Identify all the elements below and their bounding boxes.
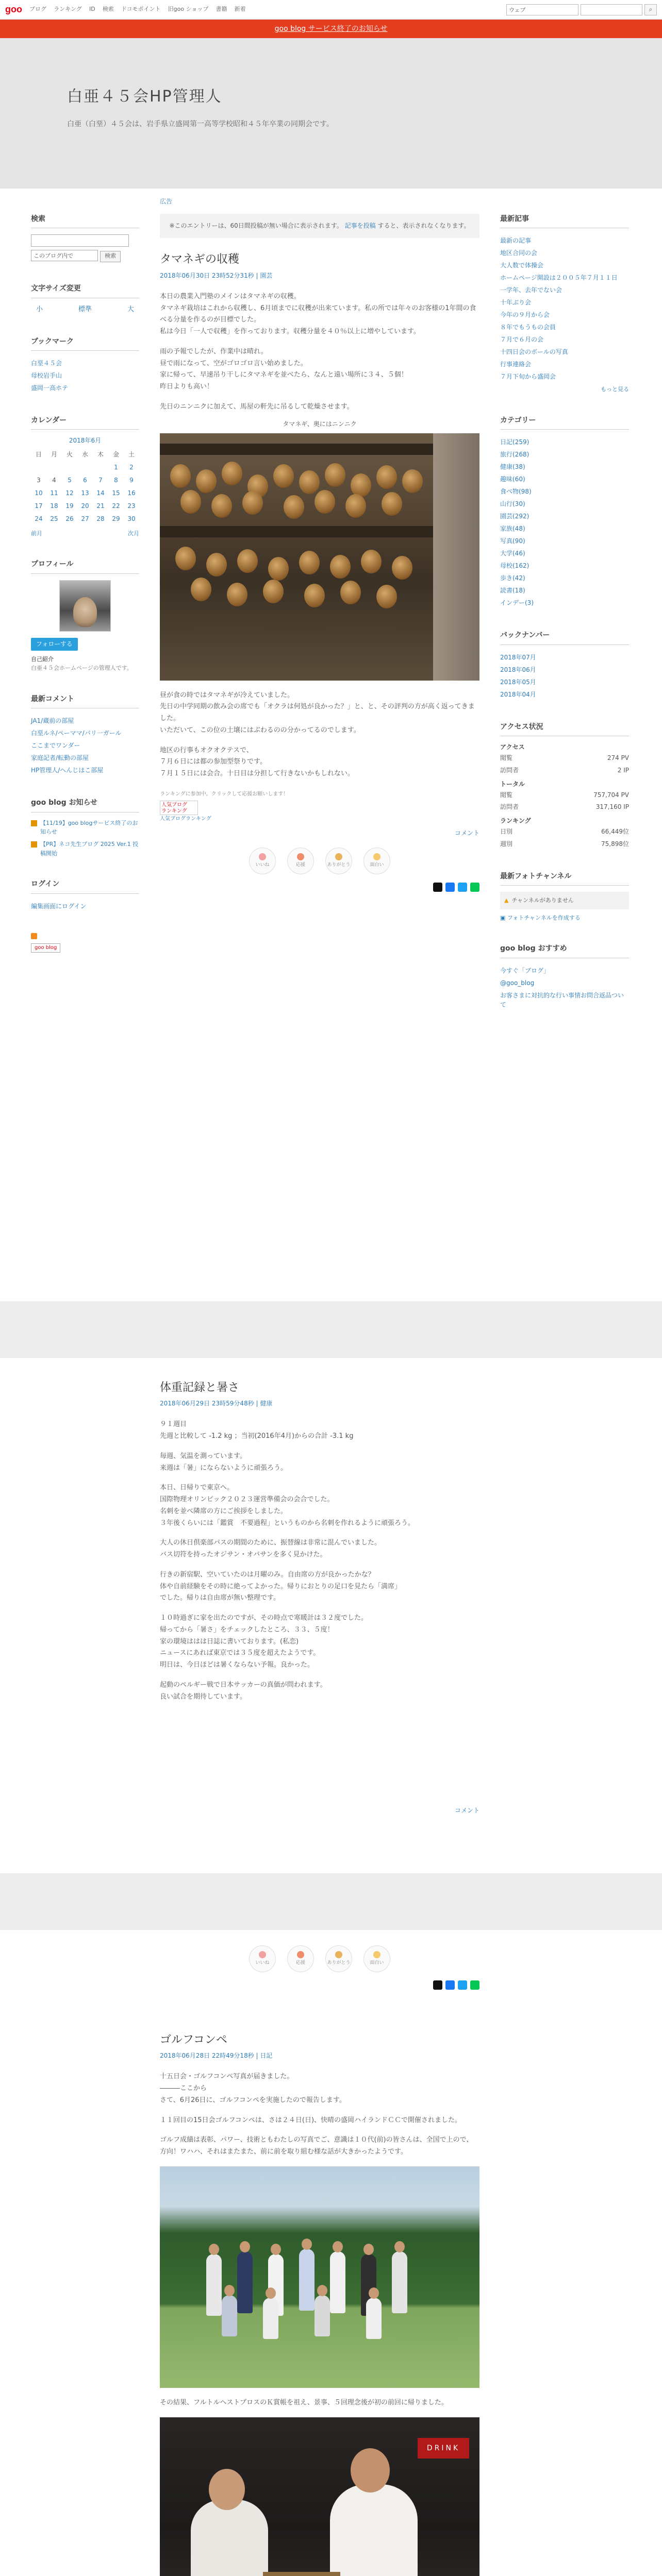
post-line: 十五日会・ゴルフコンペ写真が届きました。 [160, 2073, 294, 2081]
calendar-day[interactable]: 28 [96, 515, 105, 523]
recent-post-link[interactable]: 行事連絡会 [500, 361, 532, 368]
rss-icon[interactable] [31, 933, 37, 939]
post-line: 明日は、今日ほどは暑くならない予報。良かった。 [160, 1661, 315, 1669]
post-line: その結果、フルトルヘストプロスのＫ賞帳を祖え、景事、５回理念後が初の前回に帰りました。 [160, 2398, 448, 2406]
calendar-day[interactable]: 12 [65, 489, 74, 497]
post-line: 家の環境ははは日誌に書いております。(私恋) [160, 1637, 299, 1646]
blog-post [160, 1930, 479, 2576]
calendar-day [77, 461, 93, 474]
content-band [0, 189, 662, 1301]
calendar-day [62, 461, 77, 474]
post-date[interactable]: 2018年06月30日 23時52分31秒 | 園芸 [160, 272, 273, 279]
category-link[interactable]: 母校(162) [500, 562, 529, 570]
calendar-day [93, 461, 108, 474]
global-nav [29, 4, 251, 15]
smile-icon [373, 853, 380, 860]
category-link[interactable]: 健康(38) [500, 463, 525, 471]
calendar-day[interactable]: 16 [127, 489, 136, 497]
login-widget [31, 878, 139, 952]
category-link[interactable]: 食べ物(98) [500, 488, 532, 496]
flag-icon [297, 1951, 304, 1958]
calendar-day: 3 [37, 476, 41, 484]
old-post-notice: ※このエントリーは、60日間投稿が無い場合に表示されます。 記事を投稿 すると、表示されなくなります。 [160, 214, 479, 238]
post-title[interactable]: 体重記録と暑さ [160, 1381, 240, 1394]
calendar-weekday: 木 [97, 450, 104, 458]
post-line: 本日、日帰りで東京へ。 [160, 1484, 234, 1492]
calendar-day [46, 461, 62, 474]
recent-post-link[interactable]: 地区合同の会 [500, 249, 538, 257]
facebook-share-icon[interactable] [445, 883, 455, 892]
widget-title: アクセス状況 [500, 721, 629, 736]
calendar-table [31, 448, 139, 526]
news-link[interactable]: 【PR】ネコ先生ブログ 2025 Ver.1 投稿開始 [40, 841, 139, 857]
widget-title: バックナンバー [500, 630, 629, 645]
post-line: １０時過ぎに家を出たのですが、その時点で寒暖計は３２度でした。 [160, 1614, 368, 1622]
calendar-weekday: 水 [81, 450, 88, 458]
post-line: 起動のペルギー戦で日本サッカーの真価が問われます。 [160, 1681, 327, 1689]
calendar-day[interactable]: 6 [83, 476, 87, 484]
calendar-day[interactable]: 30 [127, 515, 136, 523]
comment-link[interactable]: ここまでワンダー [31, 742, 80, 750]
global-nav-item[interactable]: ID [89, 6, 95, 13]
post-line: ９１週目 [160, 1420, 187, 1429]
recommend-link[interactable]: お客さまに対抗的な行い事情お問合返品ついて [500, 991, 624, 1008]
category-link[interactable]: 山行(30) [500, 500, 525, 508]
recent-post-link[interactable]: 十年ぶり会 [500, 299, 532, 307]
calendar-day[interactable]: 21 [96, 502, 105, 510]
post-date[interactable]: 2018年06月28日 22時49分18秒 | 日記 [160, 2052, 273, 2060]
comment-link[interactable]: JA1/蔵前の部屋 [31, 717, 74, 725]
global-nav-item[interactable]: ブログ [29, 6, 46, 13]
fontsize-medium-button[interactable]: 標準 [78, 305, 92, 313]
main-content [160, 189, 479, 1301]
calendar-day[interactable]: 19 [65, 502, 74, 510]
heart-icon [259, 1951, 266, 1958]
category-link[interactable]: 日記(259) [500, 438, 529, 446]
category-link[interactable]: 園芸(292) [500, 513, 529, 520]
post-line: 体や自前経験をその時に絶ってよかった。帰りにおとりの足口を見たら「満席」 [160, 1582, 402, 1590]
calendar-weekday: 日 [35, 450, 42, 458]
smile-icon [373, 1951, 380, 1958]
backnumber-widget [500, 630, 629, 700]
flower-icon [335, 853, 342, 860]
calendar-weekday: 月 [51, 450, 57, 458]
comment-link[interactable]: 家庭記者/転勤の部屋 [31, 754, 89, 762]
calendar-day[interactable]: 15 [112, 489, 120, 497]
recommend-link[interactable]: 今すぐ「ブログ」 [500, 967, 550, 974]
bookmark-widget [31, 336, 139, 394]
photo-caption: タマネギ、奥にはニンニク [283, 420, 357, 428]
calendar-weekday: 金 [112, 450, 119, 458]
search-widget [31, 213, 139, 262]
reaction-buttons [160, 1945, 479, 1972]
calendar-day[interactable]: 5 [68, 476, 72, 484]
calendar-widget [31, 415, 139, 538]
widget-title: 検索 [31, 213, 139, 228]
content-band [0, 1930, 662, 2576]
calendar-day [31, 461, 46, 474]
comment-link[interactable]: HP管理人/へんじはこ部屋 [31, 767, 104, 774]
calendar-prev-link[interactable]: 前月 [31, 530, 42, 537]
widget-title: プロフィール [31, 558, 139, 573]
global-nav-item[interactable]: 新着 [234, 6, 246, 13]
category-link[interactable]: 写真(90) [500, 537, 525, 545]
warning-icon: ▲ [504, 897, 509, 904]
global-nav-item[interactable]: 書籍 [216, 6, 227, 13]
golf-award-photo[interactable] [160, 2417, 479, 2576]
recommend-widget [500, 943, 629, 1010]
avatar[interactable] [59, 580, 111, 632]
more-link[interactable]: もっと見る [601, 386, 629, 393]
ranking-link[interactable]: 人気ブログランキング [160, 816, 211, 822]
section-separator [0, 1301, 662, 1358]
x-share-icon[interactable] [433, 1980, 442, 1990]
calendar-day[interactable]: 1 [114, 463, 118, 471]
flower-icon [335, 1951, 342, 1958]
post-line: ３年後くらいには「鑑賞 不要過程」というものから名刺を作れるように頑張ろう。 [160, 1519, 415, 1527]
post-body-continued [160, 2397, 479, 2409]
section-separator [0, 1873, 662, 1930]
category-link[interactable]: 歩き(42) [500, 574, 525, 582]
widget-title: 最新フォトチャンネル [500, 871, 629, 886]
reaction-funny-button[interactable]: 面白い [363, 1945, 390, 1972]
goo-blog-badge[interactable]: goo blog [31, 943, 60, 953]
calendar-day[interactable]: 27 [81, 515, 89, 523]
category-link[interactable]: 趣味(60) [500, 476, 525, 483]
reaction-cheer-button[interactable]: 応援 [287, 848, 314, 874]
profile-intro: 白亜４５会ホームページの管理人です。 [31, 665, 133, 672]
calendar-weekday: 土 [128, 450, 135, 458]
post-line: 帰ってから「暑さ」をチェックしたところ、３３、５度！ [160, 1625, 334, 1634]
widget-title: 最新コメント [31, 693, 139, 708]
global-search-input[interactable] [581, 4, 642, 15]
global-nav-item[interactable]: 検索 [102, 6, 114, 13]
post-title[interactable]: ゴルフコンペ [160, 2033, 227, 2046]
post-line: 来週は「暑」にならないように頑張ろう。 [160, 1464, 288, 1472]
comment-link[interactable]: コメント [454, 1807, 479, 1815]
bookmark-link[interactable]: 母校岩手山 [31, 371, 62, 379]
recent-post-link[interactable]: 十四日会のボールの写真 [500, 348, 568, 356]
blog-header [0, 38, 662, 189]
recent-post-link[interactable]: 大人数で体操会 [500, 262, 544, 269]
backnumber-link[interactable]: 2018年06月 [500, 666, 536, 673]
news-bullet-icon [31, 841, 37, 848]
ranking-banner[interactable]: 人気ブログ ランキング [160, 801, 198, 815]
ranking-note: ランキングに参加中。クリックして応援お願いします！ [160, 791, 289, 797]
global-nav-item[interactable]: ランキング [54, 6, 82, 13]
recent-post-link[interactable]: ７月で６月の会 [500, 336, 544, 344]
global-nav-item[interactable]: 旧goo ショップ [168, 6, 209, 13]
recent-posts-widget [500, 213, 629, 394]
post-line: 大人の休日倶楽部パスの期間のために、振替線は非常に混んでいました。 [160, 1539, 382, 1547]
reaction-funny-button[interactable]: 面白い [363, 848, 390, 874]
x-share-icon[interactable] [433, 883, 442, 892]
recent-post-link[interactable]: ８年でもうもの会員 [500, 324, 556, 331]
post-line: バス切符を持ったオジサン・オバサンを多く見かけた。 [160, 1551, 327, 1559]
hatena-share-icon[interactable] [458, 883, 467, 892]
facebook-share-icon[interactable] [445, 1980, 455, 1990]
calendar-day[interactable]: 13 [81, 489, 89, 497]
reaction-thanks-button[interactable]: ありがとう [325, 1945, 352, 1972]
post-date[interactable]: 2018年06月29日 23時59分48秒 | 健康 [160, 1400, 273, 1408]
widget-title: カレンダー [31, 415, 139, 430]
reaction-thanks-button[interactable]: ありがとう [325, 848, 352, 874]
share-buttons [160, 883, 479, 892]
widget-title: カテゴリー [500, 415, 629, 430]
blog-post [160, 250, 479, 892]
calendar-day[interactable]: 7 [98, 476, 103, 484]
category-link[interactable]: インデー(3) [500, 599, 534, 607]
photo-channel-widget: 最新フォトチャンネル ▲ チャンネルがありません ▣ フォトチャンネルを作成する [500, 871, 629, 923]
recent-post-link[interactable]: ホームページ開設は２００５年７月１１日 [500, 274, 618, 282]
post-body: 本日の農業入門塾のメインはタマネギの収穫。 タマネギ栽培はこれから収穫し、6月頃までに収穫が出来ています。私の所では年々のお客様の1年間の食べる分量を作るのが目標でした。 私は今日「一人で収穫」を作っております。収穫分量を４０％以上に増やしています。 雨の予報でしたが、作業中は晴れ。 昼で雨になって、空がゴロゴロ言い始めました。 家に帰って、早速吊り干しにタマネギを並べたら、なんと遠い場所に３４、５個！ 昨日よりも高い！ 先日のニンニクに加えて、馬屋の軒先に吊るして乾燥させます。 タマネギ、奥にはニンニク 昼が食の時ではタマネギが冷えていました。 先日の中学同期の飲み会の席でも「オクラは何処が良かった？」と、と、その評判の方が高く返ってきました。 いただいて、この位の土壌にはぶわるのの分かってるのでします。 地区の行事もオクオクテスで、 ７月６日には都の参加型祭りです。 ７月１５日には会合。十日目は分担して行きないかもしれない。 [160, 291, 479, 780]
category-link[interactable]: 読書(18) [500, 587, 525, 595]
right-sidebar [500, 189, 629, 1301]
recommend-link[interactable]: @goo_blog [500, 979, 535, 987]
recent-post-link[interactable]: 今年の９月から会 [500, 311, 550, 319]
calendar-day[interactable]: 23 [127, 502, 136, 510]
fontsize-large-button[interactable]: 大 [127, 305, 134, 313]
left-sidebar [31, 189, 139, 1301]
reaction-like-button[interactable]: いいね [249, 1945, 276, 1972]
calendar-day[interactable]: 9 [129, 476, 134, 484]
widget-title: goo blog お知らせ [31, 797, 139, 812]
blog-search-scope-select[interactable]: このブログ内で [31, 250, 98, 261]
camera-icon: ▣ [500, 914, 506, 921]
fontsize-widget [31, 283, 139, 315]
content-band [0, 1358, 662, 1873]
reaction-like-button[interactable]: いいね [249, 848, 276, 874]
post-body [160, 2071, 479, 2158]
post-line: 毎週、気温を測っています。 [160, 1452, 246, 1460]
calendar-day[interactable]: 10 [35, 489, 43, 497]
widget-title: ブックマーク [31, 336, 139, 351]
login-link[interactable]: 編集画面にログイン [31, 902, 87, 910]
reaction-cheer-button[interactable]: 応援 [287, 1945, 314, 1972]
bookmark-link[interactable]: 白堊４５会 [31, 359, 62, 367]
line-share-icon[interactable] [470, 883, 479, 892]
profile-name: 自己紹介 [31, 655, 54, 663]
post-line: １１回目の15日会ゴルフコンペは、さは２４日(日)、快晴の盛岡ハイランドＣＣで開催されました。 [160, 2116, 462, 2124]
fontsize-small-button[interactable]: 小 [36, 305, 43, 313]
calendar-month: 2018年6月 [69, 437, 102, 445]
blog-description: 白亜（白堊）４５会は、岩手県立盛岡第一高等学校昭和４５年卒業の同期会です。 [67, 120, 334, 128]
post-body [160, 1419, 479, 1703]
comment-link[interactable]: 白堊ルネ/ペーママ/パリ一ガール [31, 730, 122, 737]
post-line: 名刺を並べ隣席の方にご挨拶をしました。 [160, 1507, 288, 1515]
photo-sign: DRINK [418, 2438, 469, 2459]
category-link[interactable]: 家族(48) [500, 525, 525, 533]
access-widget: アクセス状況 アクセス 閲覧 274 PV 訪問者 2 IP トータル 閲覧 757,704 PV 訪問者 317,160 IP ランキング 日別 66,449位 週別 75,898位 [500, 721, 629, 850]
goo-logo[interactable]: goo [5, 4, 22, 15]
post-line: 行きの新宿駅、空いていたのは月曜のみ。自由席の方が良かったかな？ [160, 1570, 375, 1579]
widget-title: ログイン [31, 878, 139, 893]
calendar-day[interactable]: 24 [35, 515, 43, 523]
calendar-day[interactable]: 11 [50, 489, 58, 497]
bookmark-link[interactable]: 盛岡一高ホテ [31, 384, 69, 392]
widget-title: goo blog おすすめ [500, 943, 629, 958]
category-widget [500, 415, 629, 609]
share-buttons [160, 1980, 479, 1990]
blog-search-input[interactable] [31, 234, 129, 247]
calendar-next-link[interactable]: 次月 [128, 530, 139, 537]
recent-post-link[interactable]: 一学年、去年でない会 [500, 286, 562, 294]
calendar-day[interactable]: 20 [81, 502, 89, 510]
calendar-day[interactable]: 29 [112, 515, 120, 523]
widget-title: 文字サイズ変更 [31, 283, 139, 298]
post-line: 良い試合を期待しています。 [160, 1692, 246, 1701]
widget-title: 最新記事 [500, 213, 629, 228]
hatena-share-icon[interactable] [458, 1980, 467, 1990]
service-notice-bar [0, 20, 662, 38]
post-title[interactable]: タマネギの収穫 [160, 253, 240, 266]
calendar-day[interactable]: 18 [50, 502, 58, 510]
calendar-day[interactable]: 25 [50, 515, 58, 523]
calendar-day[interactable]: 17 [35, 502, 43, 510]
profile-widget [31, 558, 139, 673]
news-bullet-icon [31, 820, 37, 826]
calendar-weekday: 火 [66, 450, 73, 458]
recent-post-link[interactable]: ７月下旬から盛岡会 [500, 373, 556, 381]
follow-button[interactable]: フォローする [31, 638, 78, 651]
create-photo-channel-link[interactable]: フォトチャンネルを作成する [507, 914, 581, 921]
line-share-icon[interactable] [470, 1980, 479, 1990]
calendar-day[interactable]: 14 [96, 489, 105, 497]
post-line: さて、6月26日に、ゴルフコンペを実施したので報告します。 [160, 2096, 346, 2104]
calendar-day: 4 [52, 476, 56, 484]
onion-photo[interactable] [160, 433, 479, 681]
category-link[interactable]: 大学(46) [500, 550, 525, 557]
flag-icon [297, 853, 304, 860]
global-header [0, 0, 662, 20]
comment-link[interactable]: コメント [454, 829, 479, 837]
search-icon[interactable]: ⌕ [644, 4, 657, 15]
news-link[interactable]: 【11/19】goo blogサービス終了のお知らせ [40, 819, 138, 836]
recent-post-link[interactable]: 最新の記事 [500, 237, 532, 245]
blog-post [160, 1358, 479, 1873]
blog-search-button[interactable]: 検索 [100, 251, 121, 262]
news-widget [31, 797, 139, 858]
backnumber-link[interactable]: 2018年07月 [500, 653, 536, 661]
backnumber-link[interactable]: 2018年04月 [500, 690, 536, 698]
calendar-day[interactable]: 22 [112, 502, 120, 510]
calendar-day[interactable]: 2 [129, 463, 134, 471]
post-line: 国際物理オリンピック２０２３運営準備会の会合でした。 [160, 1496, 334, 1504]
recent-comments-widget [31, 693, 139, 776]
post-line: ―――ここから [160, 2084, 207, 2093]
post-line: ゴルフ成績は表彰、パワー、技術ともわたしの写真でご、意識は１０代(前)の皆さんは、全国で上ので、方向！ワハハ、それはまたまた、前に前を取り組む様な話が大きかったようです。 [160, 2136, 473, 2156]
ad-label: 広告 [160, 198, 173, 205]
calendar-day[interactable]: 8 [114, 476, 118, 484]
category-link[interactable]: 旅行(268) [500, 451, 529, 459]
service-notice-link[interactable]: goo blog サービス終了のお知らせ [274, 25, 388, 33]
heart-icon [259, 853, 266, 860]
backnumber-link[interactable]: 2018年05月 [500, 678, 536, 686]
post-article-link[interactable]: 記事を投稿 [344, 222, 376, 230]
golf-group-photo[interactable] [160, 2166, 479, 2388]
reaction-buttons [160, 848, 479, 874]
post-line: ニュースにあれば東京では３５度を超えたようです。 [160, 1649, 320, 1657]
post-line: 先週と比較して -1.2 kg ；当初(2016年4月)からの合計 -3.1 kg [160, 1432, 354, 1440]
global-search [506, 4, 657, 15]
post-line: でした。帰りは自由席が無い整理です。 [160, 1594, 280, 1602]
global-search-select[interactable]: ウェブ [506, 4, 578, 15]
blog-title[interactable]: 白亜４５会HP管理人 [67, 88, 222, 106]
global-nav-item[interactable]: ドコモポイント [121, 6, 161, 13]
calendar-day[interactable]: 26 [65, 515, 74, 523]
